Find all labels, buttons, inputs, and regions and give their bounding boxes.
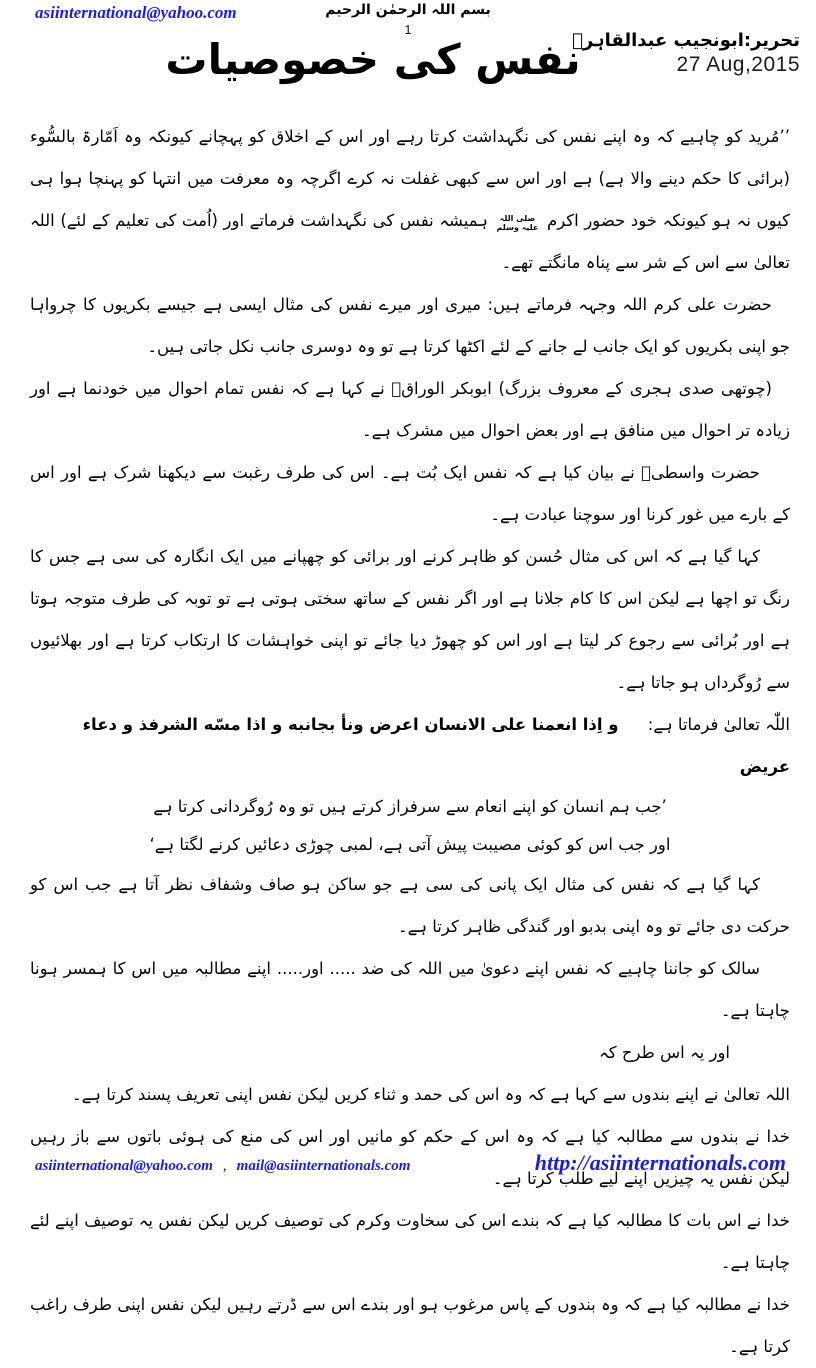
verse-intro-label: اللّٰہ تعالیٰ فرماتا ہے: [647, 715, 790, 734]
paragraph-hamd-o-sana: اللہ تعالیٰ نے اپنے بندوں سے کہا ہے کہ وہ اس کی حمد و ثناء کریں لیکن نفس اپنی تعریف پسند کرتا ہے۔ [71, 1085, 790, 1104]
paragraph-abubakr-warraq: (چوتھی صدی ہجری کے معروف بزرگ) ابوبکر الوراقؒ نے کہا ہے کہ نفس تمام احوال میں خودنما ہے اور زیادہ تر احوال میں منافق ہے اور بعض احوال میں مشرک ہے۔ [30, 379, 790, 440]
verse-translation-line-1: ’جب ہم انسان کو اپنے انعام سے سرفراز کرتے ہیں تو وہ رُوگردانی کرتا ہے [153, 797, 667, 816]
quran-verse-arabic: و اِذا انعمنا علی الانسان اعرض ونأ بجانبه و اذا مسّه الشرفذ و دعاء عریض [82, 715, 790, 776]
paragraph-text: ’’مُرید کو چاہیے کہ وہ اپنے نفس کی نگہداشت کرتا رہے اور اس کے اخلاق کو پہچانے کیونکہ وہ اَمّارۃ بالسُّوء (برائی کا حکم دینے والا ہے) ہے اور اس سے کبھی غفلت نہ کرے اگرچہ وہ معرفت میں انتہا کو پہنچا ہوا ہی کیوں نہ ہو کیونکہ خود حضور اکرم [30, 127, 790, 230]
author-line: تحریر:ابونجیب عبدالقاہرؒ [572, 30, 800, 51]
page-number: 1 [404, 22, 412, 37]
paragraph-ember-example: کہا گیا ہے کہ اس کی مثال حُسن کو ظاہر کرنے اور برائی کو چھپانے میں ایک انگارہ کی سی ہے جس کا رنگ تو اچھا ہے لیکن اس کا کام جلانا ہے اور اگر نفس کے ساتھ سختی ہوتی ہے تو توبہ کی طرف متوجہ ہوتا ہے اور بُرائی سے رجوع کر لیتا ہے اور اس کو چھوڑ دیا جائے تو اپنی خواہشات کا ارتکاب کرتا ہے اور بھلائیوں سے رُوگرداں ہو جاتا ہے۔ [30, 547, 790, 692]
paragraph-water-example: کہا گیا ہے کہ نفس کی مثال ایک پانی کی سی ہے جو ساکن ہو صاف وشفاف نظر آتا ہے جب اس کو حرکت دی جائے تو وہ اپنی بدبو اور گندگی ظاہر کرتا ہے۔ [30, 875, 790, 936]
footer-separator: , [222, 1158, 227, 1174]
paragraph-transition-line: اور یہ اس طرح کہ [599, 1043, 730, 1062]
bismillah-text: بسم اللہ الرحمٰن الرحیم [325, 2, 491, 18]
footer-email-link-1[interactable]: asiinternational@yahoo.com [35, 1158, 213, 1174]
paragraph-marghoob: خدا نے مطالبہ کیا ہے کہ وہ بندوں کے پاس مرغوب ہو اور بندے اس سے ڈرتے رہیں لیکن نفس اپنی طرف راغب کرتا ہے۔ [30, 1295, 790, 1356]
saw-top-text: صلی اللہ [499, 213, 536, 223]
document-title: نفس کی خصوصیات [165, 35, 581, 84]
verse-translation-line-2: اور جب اس کو کوئی مصیبت پیش آتی ہے، لمبی چوڑی دعائیں کرنے لگتا ہے‘ [149, 835, 671, 854]
footer [35, 1150, 786, 1176]
header-email-link[interactable]: asiinternational@yahoo.com [35, 3, 237, 22]
sallallahu-alaihi-wasallam-mark [497, 214, 539, 232]
document-body [30, 116, 790, 1368]
paragraph-hazrat-wasiti: حضرت واسطیؒ نے بیان کیا ہے کہ نفس ایک بُت ہے۔ اس کی طرف رغبت سے دیکھنا شرک ہے اور اس کے بارے میں غور کرنا اور سوچنا عبادت ہے۔ [30, 463, 790, 524]
quran-verse-row [30, 704, 790, 788]
paragraph-salik: سالک کو جاننا چاہیے کہ نفس اپنے دعویٰ میں اللہ کی ضد ..... اور..... اپنے مطالبہ میں اس کا ہمسر ہونا چاہتا ہے۔ [30, 959, 790, 1020]
date-text: 27 Aug,2015 [676, 53, 800, 76]
paragraph-hazrat-ali: حضرت علی کرم اللہ وجہہ فرماتے ہیں: میری اور میرے نفس کی مثال ایسی ہے جیسے بکریوں کا چرواہا جو اپنی بکریوں کو ایک جانب لے جانے کے لئے اکٹھا کرتا ہے تو وہ دوسری جانب نکل جاتی ہیں۔ [30, 295, 790, 356]
paragraph-sakhawat-tauseef: خدا نے اس بات کا مطالبہ کیا ہے کہ بندے اس کی سخاوت وکرم کی توصیف کریں لیکن نفس یہ توصیف اپنے لئے چاہتا ہے۔ [30, 1211, 790, 1272]
paragraph-hukm-mutalba: خدا نے بندوں سے مطالبہ کیا ہے کہ وہ اس کے حکم کو مانیں اور اس کی منع کی ہوئی باتوں سے باز رہیں لیکن نفس یہ چیزیں اپنے لیے طلب کرتا ہے۔ [30, 1127, 790, 1188]
paragraph-murid-duty [30, 116, 790, 284]
footer-contact-group [35, 1158, 410, 1175]
paragraph-text: ہمیشہ نفس کی نگہداشت فرماتے اور (اُمت کی تعلیم کے لئے) اللہ تعالیٰ سے اس کے شر سے پناہ مانگتے تھے۔ [30, 211, 790, 272]
footer-email-link-2[interactable]: mail@asiinternationals.com [236, 1158, 411, 1174]
saw-bottom-text: علیہ وسلم [496, 223, 539, 232]
footer-website-link[interactable]: http://asiinternationals.com [534, 1150, 786, 1175]
